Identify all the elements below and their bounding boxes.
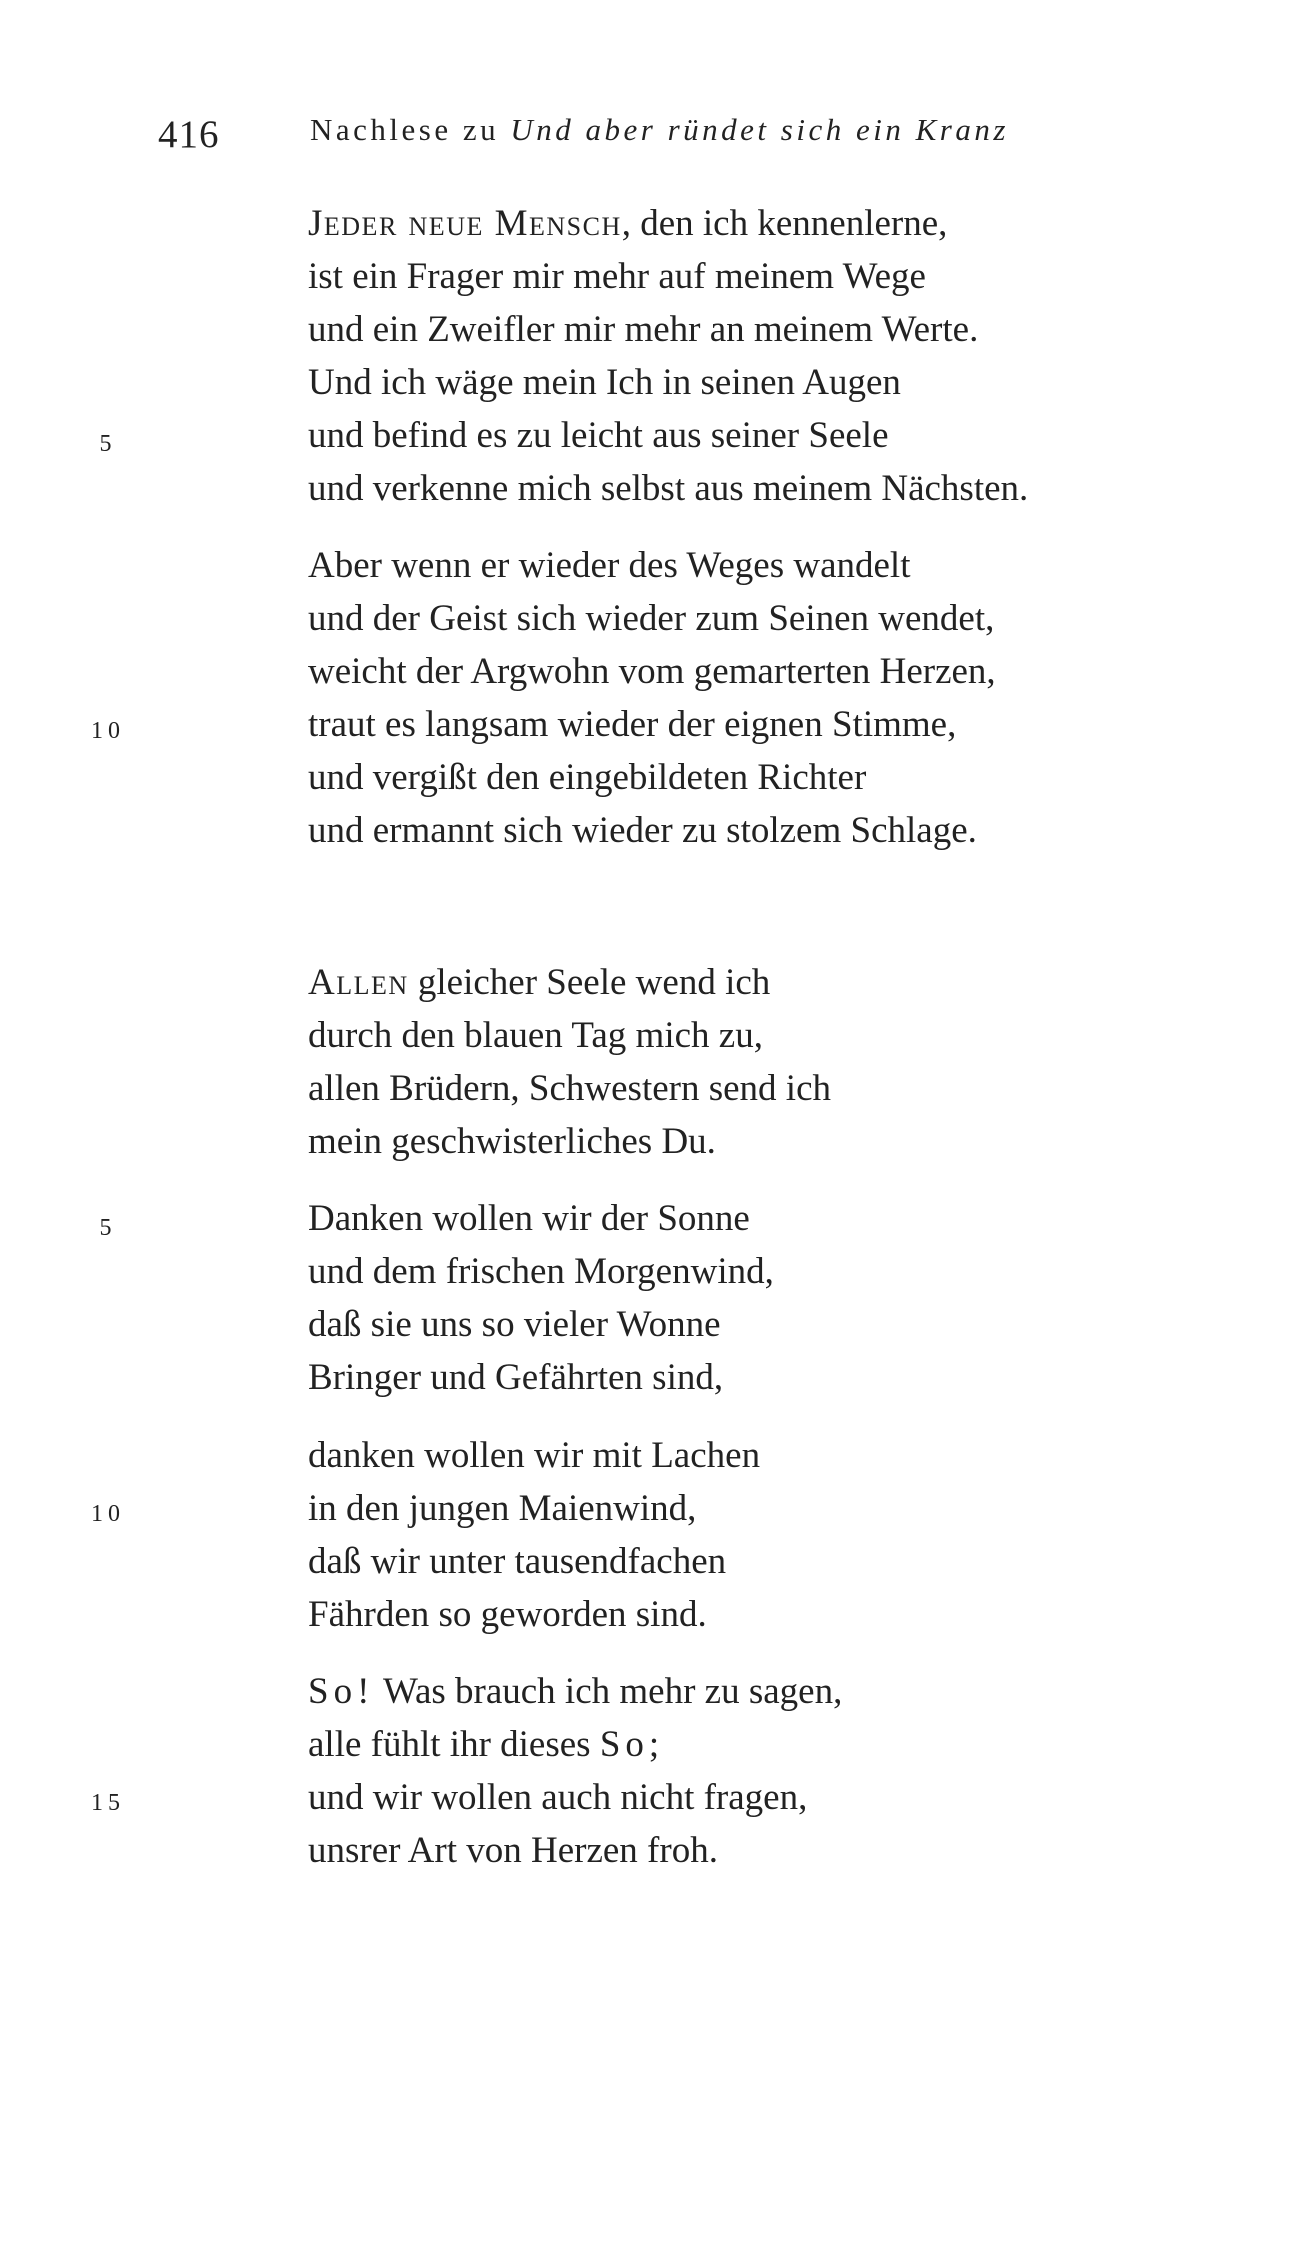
poem-line: und befind es zu leicht aus seiner Seele [308, 415, 889, 456]
poem-line: weicht der Argwohn vom gemarterten Herzen, [308, 651, 996, 692]
poem-line: in den jungen Maienwind, [308, 1488, 697, 1529]
running-title-prefix: Nachlese zu [310, 112, 500, 147]
poem-line: und dem frischen Morgenwind, [308, 1251, 774, 1292]
line-number: 10 [91, 718, 125, 744]
running-title-work: Und aber ründet sich ein Kranz [510, 112, 1009, 147]
line-number: 15 [91, 1790, 125, 1816]
running-header [0, 112, 1294, 172]
poem-line: und der Geist sich wieder zum Seinen wendet, [308, 598, 995, 639]
poem-incipit: Allen [308, 962, 409, 1003]
poem-line: daß wir unter tausendfachen [308, 1541, 727, 1582]
poem-line: und wir wollen auch nicht fragen, [308, 1777, 808, 1818]
poem-line: Fährden so geworden sind. [308, 1594, 707, 1635]
poem-line: unsrer Art von Herzen froh. [308, 1830, 718, 1871]
poem-line: ist ein Frager mir mehr auf meinem Wege [308, 256, 926, 297]
line-number: 5 [99, 431, 117, 457]
poem-line: allen Brüdern, Schwestern send ich [308, 1068, 831, 1109]
poem-incipit: Jeder neue Mensch [308, 203, 622, 244]
running-title [310, 112, 1009, 148]
poem-line: Allen gleicher Seele wend ich [308, 962, 771, 1003]
poem-line: Aber wenn er wieder des Weges wandelt [308, 545, 911, 586]
line-number: 5 [99, 1215, 117, 1241]
poem-line: traut es langsam wieder der eignen Stimme, [308, 704, 957, 745]
poem-line: Jeder neue Mensch, den ich kennenlerne, [308, 203, 948, 244]
poem-line: und vergißt den eingebildeten Richter [308, 757, 867, 798]
poem-line: und ein Zweifler mir mehr an meinem Werte. [308, 309, 979, 350]
poem-line: alle fühlt ihr dieses So; [308, 1724, 665, 1765]
poem-line: und ermannt sich wieder zu stolzem Schlage. [308, 810, 977, 851]
poem-line: durch den blauen Tag mich zu, [308, 1015, 763, 1056]
poem-line: Danken wollen wir der Sonne [308, 1198, 750, 1239]
poem-line: danken wollen wir mit Lachen [308, 1435, 761, 1476]
poem-line: mein geschwisterliches Du. [308, 1121, 716, 1162]
poem-line: Bringer und Gefährten sind, [308, 1357, 724, 1398]
page-number: 416 [158, 113, 220, 156]
poem-line: So! Was brauch ich mehr zu sagen, [308, 1671, 843, 1712]
poem-line: daß sie uns so vieler Wonne [308, 1304, 721, 1345]
poem-line: Und ich wäge mein Ich in seinen Augen [308, 362, 901, 403]
line-number: 10 [91, 1501, 125, 1527]
poem-line: und verkenne mich selbst aus meinem Nächsten. [308, 468, 1029, 509]
